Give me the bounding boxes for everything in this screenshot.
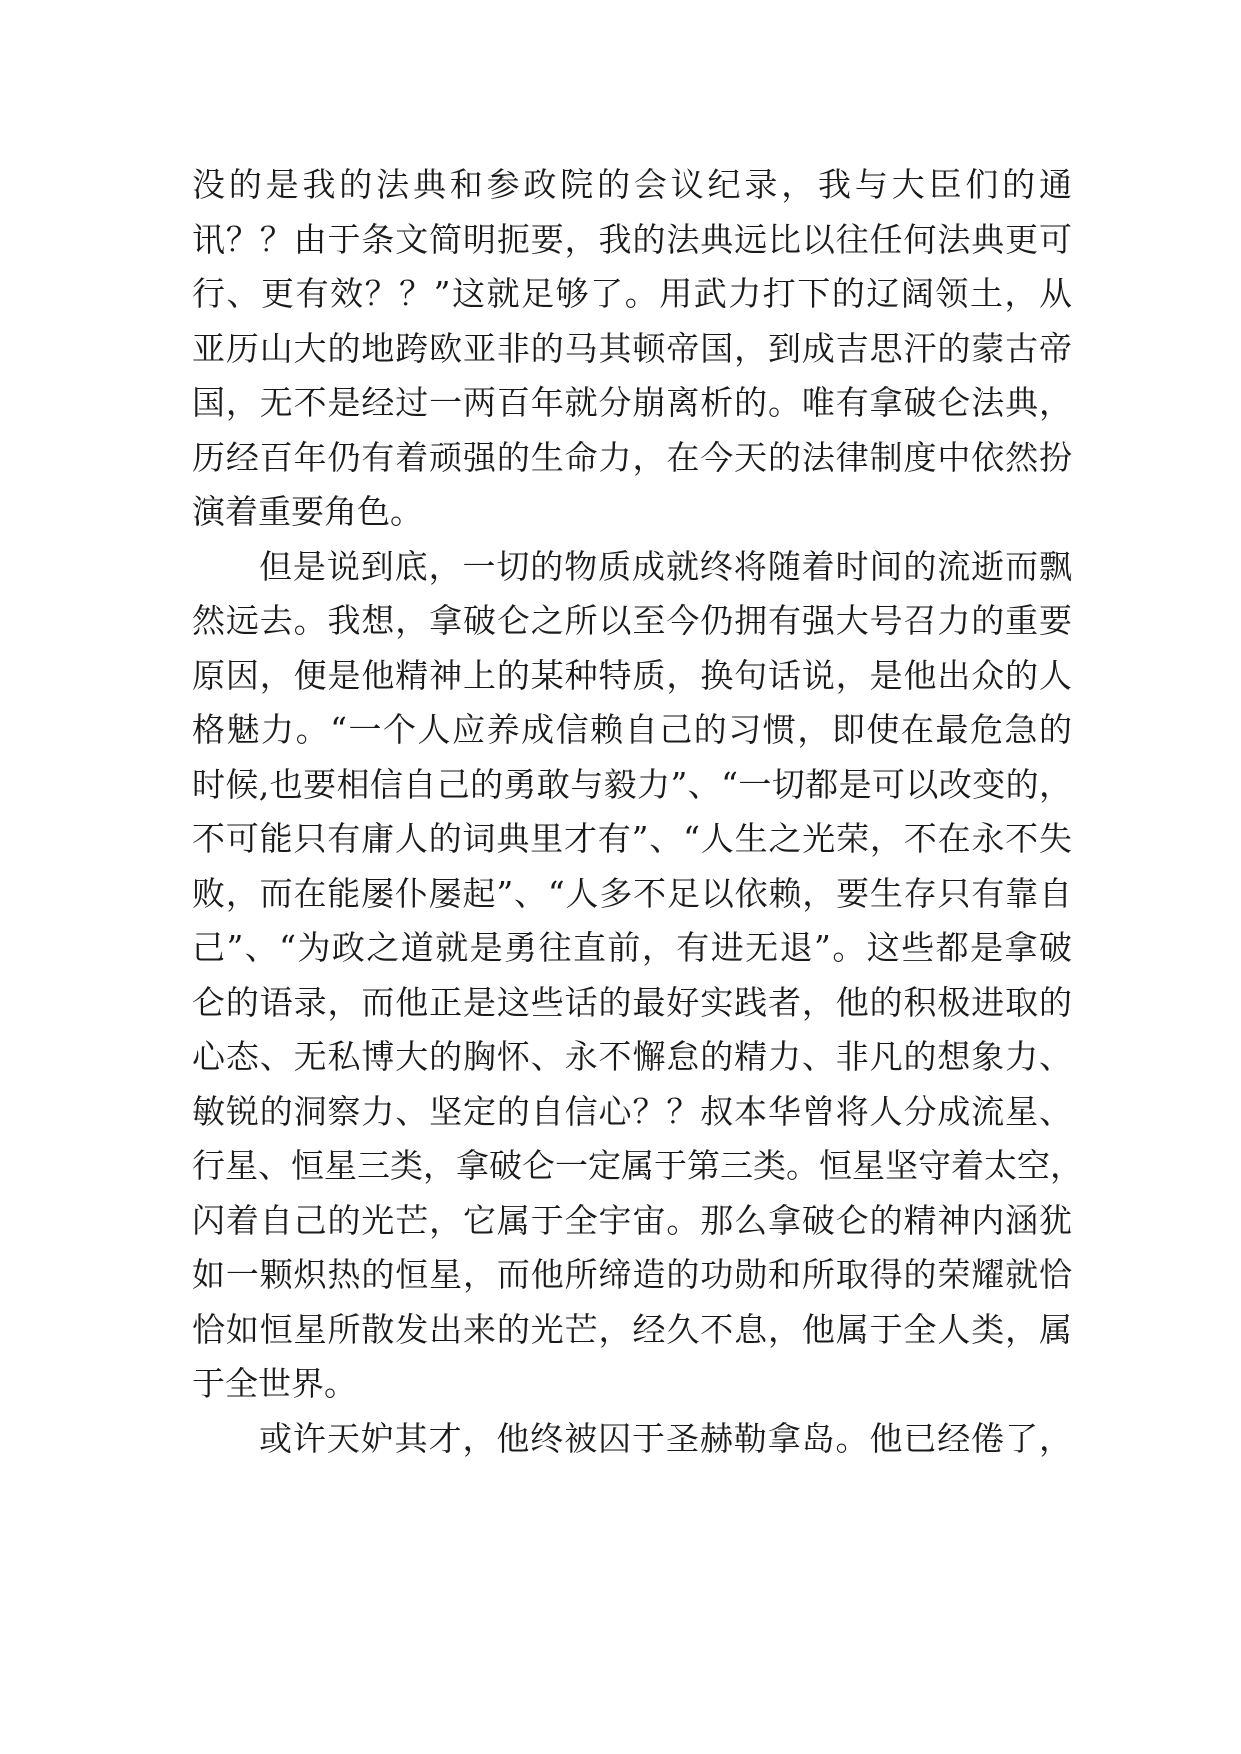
text-line: 演着重要角色。 (192, 492, 423, 531)
text-line: 讯？？由于条文简明扼要，我的法典远比以往任何法典更可 (192, 219, 1072, 259)
text-line: 历经百年仍有着顽强的生命力，在今天的法律制度中依然扮 (192, 437, 1072, 477)
text-line: 然远去。我想，拿破仑之所以至今仍拥有强大号召力的重要 (192, 601, 1072, 640)
paragraph-first-line: 但是说到底，一切的物质成就终将随着时间的流逝而飘 (259, 546, 1072, 586)
text-line: 没的是我的法典和参政院的会议纪录，我与大臣们的通 (192, 165, 1072, 204)
text-line: 败，而在能屡仆屡起”、“人多不足以依赖，要生存只有靠自 (192, 873, 1072, 913)
text-line: 格魅力。“一个人应养成信赖自己的习惯，即使在最危急的 (192, 710, 1072, 749)
text-line: 行星、恒星三类，拿破仑一定属于第三类。恒星坚守着太空， (192, 1146, 1083, 1185)
text-line: 原因，便是他精神上的某种特质，换句话说，是他出众的人 (192, 655, 1072, 695)
paragraph-first-line: 或许天妒其才，他终被囚于圣赫勒拿岛。他已经倦了， (259, 1418, 1072, 1458)
text-line: 于全世界。 (192, 1364, 357, 1403)
text-line: 仑的语录，而他正是这些话的最好实践者，他的积极进取的 (192, 982, 1072, 1022)
text-line: 己”、“为政之道就是勇往直前，有进无退”。这些都是拿破 (192, 928, 1072, 967)
text-line: 不可能只有庸人的词典里才有”、“人生之光荣，不在永不失 (192, 819, 1072, 858)
text-line: 敏锐的洞察力、坚定的自信心？？叔本华曾将人分成流星、 (192, 1091, 1072, 1131)
text-line: 行、更有效？？”这就足够了。用武力打下的辽阔领土，从 (192, 274, 1072, 313)
text-line: 时候,也要相信自己的勇敢与毅力”、“一切都是可以改变的， (192, 764, 1072, 804)
text-line: 闪着自己的光芒，它属于全宇宙。那么拿破仑的精神内涵犹 (192, 1200, 1072, 1240)
text-line: 国，无不是经过一两百年就分崩离析的。唯有拿破仑法典， (192, 383, 1072, 422)
text-line: 亚历山大的地跨欧亚非的马其顿帝国，到成吉思汗的蒙古帝 (192, 328, 1072, 368)
text-line: 恰如恒星所散发出来的光芒，经久不息，他属于全人类，属 (192, 1309, 1072, 1349)
text-line: 如一颗炽热的恒星，而他所缔造的功勋和所取得的荣耀就恰 (192, 1255, 1072, 1294)
body-text (192, 158, 1083, 1466)
text-line: 心态、无私博大的胸怀、永不懈怠的精力、非凡的想象力、 (192, 1037, 1072, 1076)
